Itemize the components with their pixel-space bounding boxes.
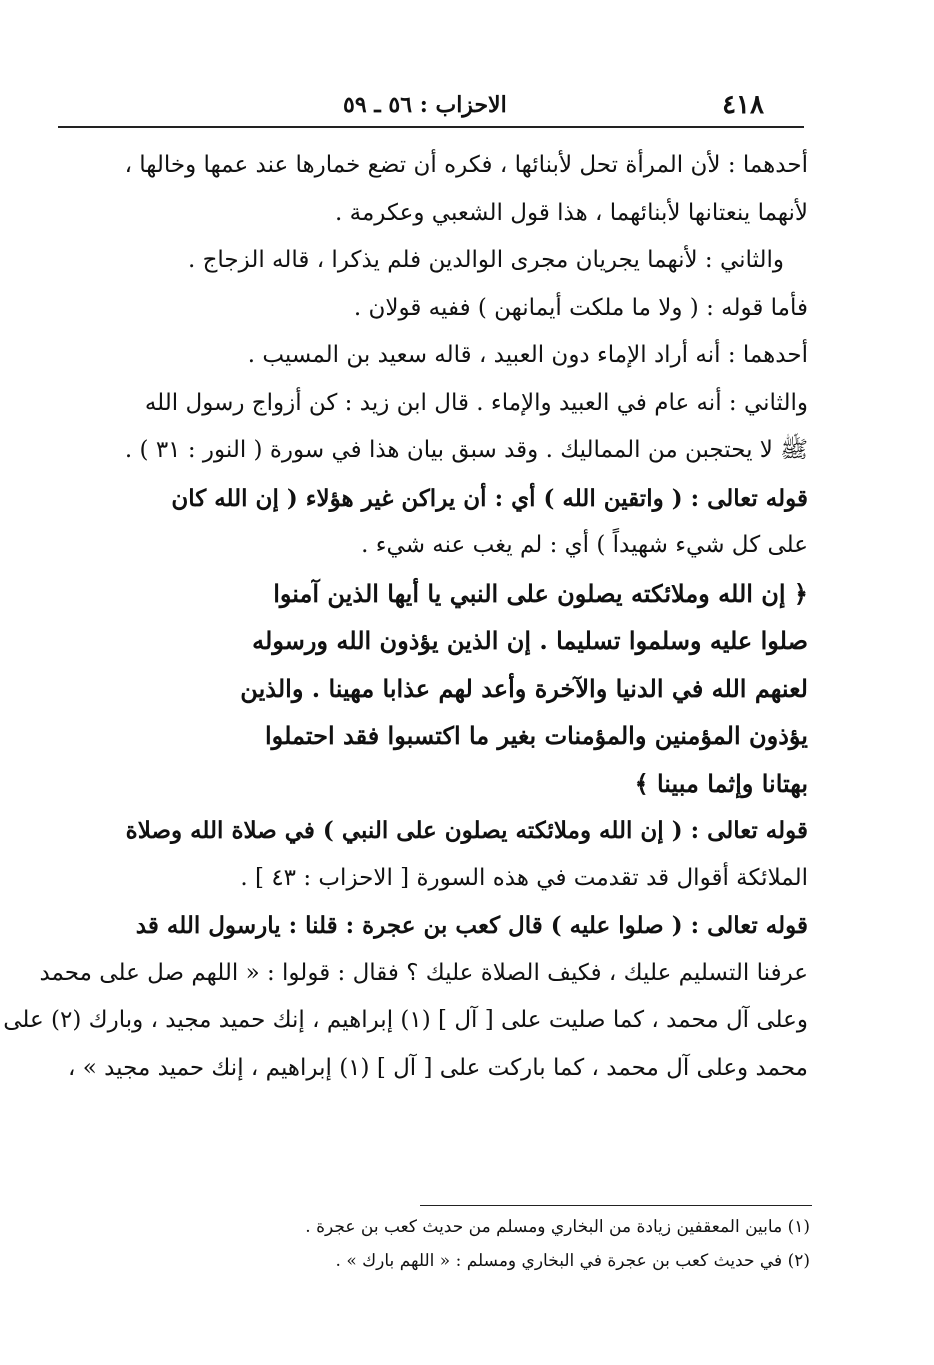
quran-verse-line: صلوا عليه وسلموا تسليما . إن الذين يؤذون الله ورسوله — [252, 626, 808, 655]
body-line: قوله تعالى : ( واتقين الله ) أي : أن يراكن غير هؤلاء ( إن الله كان — [171, 484, 808, 512]
running-title: الاحزاب : ٥٦ ـ ٥٩ — [343, 92, 507, 118]
body-line: عرفنا التسليم عليك ، فكيف الصلاة عليك ؟ فقال : قولوا : « اللهم صل على محمد — [39, 959, 808, 986]
body-line: أحدهما : لأن المرأة تحل لأبنائها ، فكره أن تضع خمارها عند عمها وخالها ، — [124, 152, 808, 178]
body-line: والثاني : لأنهما يجريان مجرى الوالدين فلم يذكرا ، قاله الزجاج . — [187, 247, 784, 273]
body-line: فأما قوله : ( ولا ما ملكت أيمانهن ) ففيه قولان . — [353, 294, 808, 321]
quran-verse-line: بهتانا وإثما مبينا ﴾ — [634, 768, 808, 798]
quran-verse-line: ﴿ إن الله وملائكته يصلون على النبي يا أيها الذين آمنوا — [273, 578, 808, 608]
footnotes — [130, 1210, 810, 1278]
body-line: قوله تعالى : ( إن الله وملائكته يصلون على النبي ) في صلاة الله وصلاة — [125, 817, 808, 844]
body-line: على كل شيء شهيداً ) أي : لم يغب عنه شيء . — [361, 532, 808, 558]
page-header — [58, 86, 804, 128]
body-line: لأنهما ينعتانها لأبنائهما ، هذا قول الشعبي وعكرمة . — [335, 199, 808, 226]
footnote-1: (١) مابين المعقفين زيادة من البخاري ومسلم من حديث كعب بن عجرة . — [305, 1217, 810, 1237]
footnote-2: (٢) في حديث كعب بن عجرة في البخاري ومسلم : « اللهم بارك » . — [335, 1251, 810, 1271]
body-line: أحدهما : أنه أراد الإماء دون العبيد ، قاله سعيد بن المسيب . — [247, 342, 808, 368]
footnote-divider — [420, 1205, 812, 1206]
quran-verse-line: لعنهم الله في الدنيا والآخرة وأعد لهم عذابا مهينا . والذين — [240, 673, 808, 703]
body-line: محمد وعلى آل محمد ، كما باركت على [ آل ] (١) إبراهيم ، إنك حميد مجيد » ، — [67, 1054, 808, 1081]
quran-verse-line: يؤذون المؤمنين والمؤمنات بغير ما اكتسبوا فقد احتملوا — [265, 721, 808, 750]
body-line: الملائكة أقوال قد تقدمت في هذه السورة [ الاحزاب : ٤٣ ] . — [240, 864, 808, 891]
page-body — [3, 142, 808, 1092]
body-line: قوله تعالى : ( صلوا عليه ) قال كعب بن عجرة : قلنا : يارسول الله قد — [135, 912, 808, 939]
body-line: والثاني : أنه عام في العبيد والإماء . قال ابن زيد : كن أزواج رسول الله — [144, 389, 808, 416]
body-line: وعلى آل محمد ، كما صليت على [ آل ] (١) إبراهيم ، إنك حميد مجيد ، وبارك (٢) على — [3, 1007, 808, 1033]
page-number: ٤١٨ — [722, 90, 764, 120]
body-line: ﷺ لا يحتجبن من المماليك . وقد سبق بيان هذا في سورة ( النور : ٣١ ) . — [124, 437, 808, 463]
